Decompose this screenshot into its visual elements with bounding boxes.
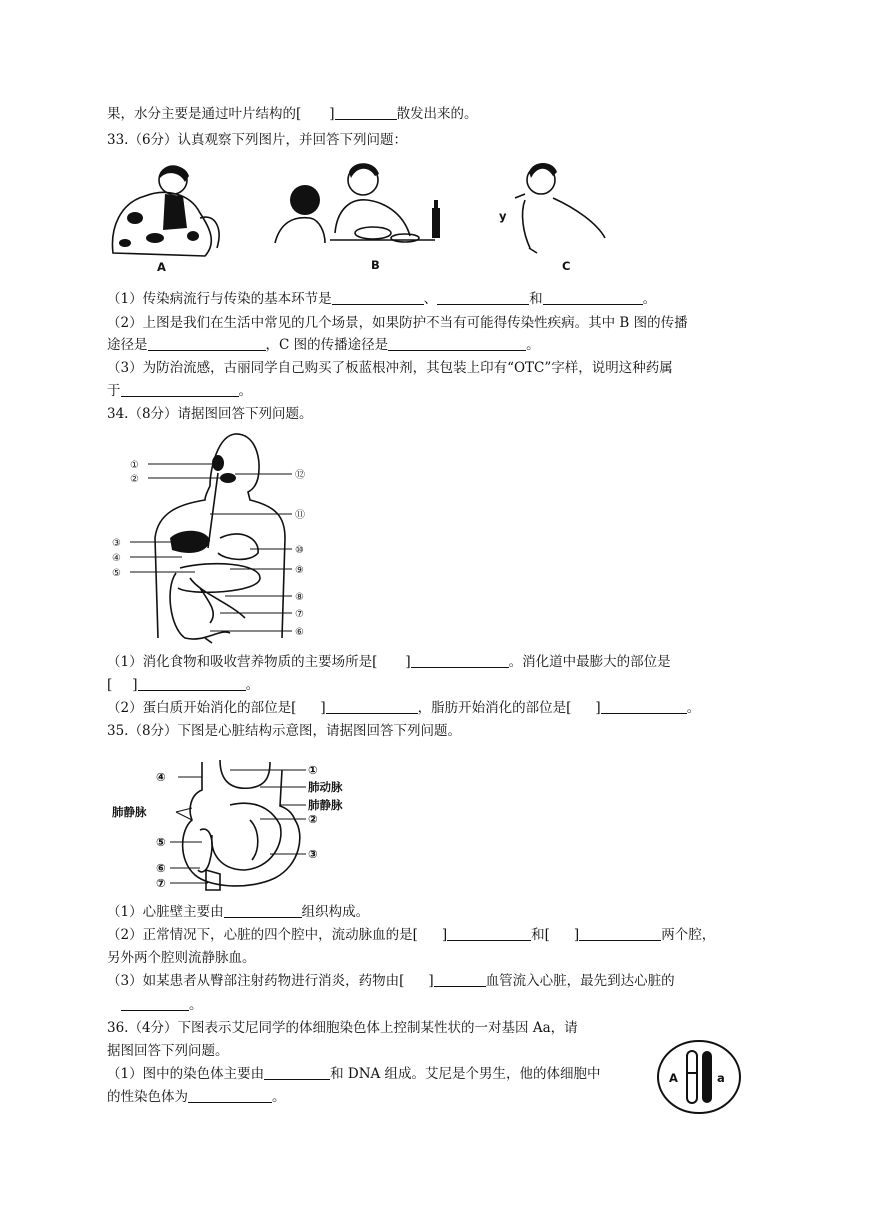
q33-header: 33.（6分）认真观察下列图片，并回答下列问题： — [107, 132, 408, 148]
q36-p1: （1）图中的染色体主要由 和 DNA 组成。艾尼是个男生，他的体细胞中 — [107, 1066, 601, 1082]
label-2: ② — [130, 474, 139, 485]
label-7: ⑦ — [156, 876, 166, 890]
q35-header: 35.（8分）下图是心脏结构示意图，请据图回答下列问题。 — [107, 723, 462, 739]
right-leader-lines — [230, 770, 306, 854]
q34-p2: （2）蛋白质开始消化的部位是[ ] ，脂肪开始消化的部位是[ ] 。 — [107, 700, 701, 716]
right-leader-lines — [210, 474, 292, 631]
gene-label-a: a — [717, 1071, 725, 1085]
answer-blank[interactable] — [138, 676, 246, 691]
chromosome-pair-figure — [655, 1037, 743, 1117]
label-12: ⑫ — [295, 470, 305, 481]
label-3: ③ — [308, 847, 318, 861]
answer-blank[interactable] — [121, 382, 239, 397]
answer-blank[interactable] — [335, 105, 397, 120]
q35-p3-line2: 。 — [107, 995, 203, 1015]
chromosome-left — [687, 1051, 697, 1103]
answer-blank[interactable] — [148, 336, 266, 351]
label-pulmonary-vein-left: 肺静脉 — [112, 805, 147, 819]
answer-blank[interactable] — [434, 972, 486, 987]
answer-blank[interactable] — [543, 290, 643, 305]
answer-blank[interactable] — [332, 290, 424, 305]
answer-blank[interactable] — [264, 1065, 330, 1080]
q35-p2: （2）正常情况下，心脏的四个腔中，流动脉血的是[ ] 和[ ] 两个腔， — [107, 927, 716, 943]
q33-figure — [105, 158, 625, 278]
q35-p3: （3）如某患者从臀部注射药物进行消炎，药物由[ ] 血管流入心脏，最先到达心脏的 — [107, 973, 675, 989]
label-3: ③ — [112, 538, 121, 549]
q36-header: 36.（4分）下图表示艾尼同学的体细胞染色体上控制某性状的一对基因 Aa，请 — [107, 1020, 578, 1036]
label-5: ⑤ — [112, 568, 121, 579]
label-1: ① — [308, 763, 318, 777]
left-leader-lines — [130, 464, 222, 572]
q33-p3-line2: 于 。 — [107, 383, 252, 399]
label-4: ④ — [156, 770, 166, 784]
q35-p1: （1）心脏壁主要由 组织构成。 — [107, 904, 370, 920]
q32-tail-line: 果，水分主要是通过叶片结构的[ ] 散发出来的。 — [107, 106, 478, 122]
q34-p1-line2: [ ] 。 — [107, 677, 260, 693]
figure-label-a: A — [157, 260, 166, 274]
q34-p1: （1）消化食物和吸收营养物质的主要场所是[ ] 。消化道中最膨大的部位是 — [107, 654, 671, 670]
label-8: ⑧ — [295, 592, 304, 603]
q33-p3-line1: （3）为防治流感，古丽同学自己购买了板蓝根冲剂，其包装上印有“OTC”字样，说明这种药属 — [107, 360, 673, 376]
label-11: ⑪ — [295, 510, 305, 521]
answer-blank[interactable] — [579, 926, 661, 941]
answer-blank[interactable] — [601, 699, 687, 714]
label-9: ⑨ — [295, 565, 304, 576]
gene-label-A: A — [669, 1071, 678, 1085]
answer-blank[interactable] — [411, 653, 509, 668]
q33-p2-line2: 途径是 ，C 图的传播途径是 。 — [107, 337, 540, 353]
label-7: ⑦ — [295, 609, 304, 620]
q33-p1: （1）传染病流行与传染的基本环节是 、 和 。 — [107, 291, 657, 307]
answer-blank[interactable] — [326, 699, 418, 714]
label-6: ⑥ — [295, 627, 304, 638]
label-2: ② — [308, 812, 318, 826]
label-6: ⑥ — [156, 861, 166, 875]
answer-blank[interactable] — [224, 903, 302, 918]
chromosome-right — [702, 1051, 712, 1103]
answer-blank[interactable] — [447, 926, 531, 941]
q36-header-line2: 据图回答下列问题。 — [107, 1043, 229, 1059]
figure-b-eating-scene — [275, 163, 440, 243]
figure-c-coughing-boy — [499, 163, 605, 253]
answer-blank[interactable] — [188, 1088, 272, 1103]
label-10: ⑩ — [295, 545, 304, 556]
figure-a-girl-with-dog — [112, 166, 219, 256]
q36-p1-line2: 的性染色体为 。 — [107, 1089, 286, 1105]
cough-spray-mark: y — [499, 209, 507, 223]
q35-p2-line2: 另外两个腔则流静脉血。 — [107, 950, 256, 966]
q33-p2-line1: （2）上图是我们在生活中常见的几个场景，如果防护不当有可能得传染性疾病。其中 B 图的传播 — [107, 315, 688, 331]
figure-label-c: C — [562, 259, 571, 273]
label-4: ④ — [112, 553, 121, 564]
figure-label-b: B — [371, 258, 380, 272]
answer-blank[interactable] — [121, 996, 189, 1011]
heart-structure-figure — [110, 750, 370, 898]
digestive-system-figure — [110, 428, 330, 648]
label-pulmonary-artery: 肺动脉 — [308, 780, 343, 794]
label-pulmonary-vein-right: 肺静脉 — [308, 798, 343, 812]
label-5: ⑤ — [156, 835, 166, 849]
q34-header: 34.（8分）请据图回答下列问题。 — [107, 406, 313, 422]
answer-blank[interactable] — [437, 290, 529, 305]
answer-blank[interactable] — [388, 336, 526, 351]
label-1: ① — [130, 460, 139, 471]
